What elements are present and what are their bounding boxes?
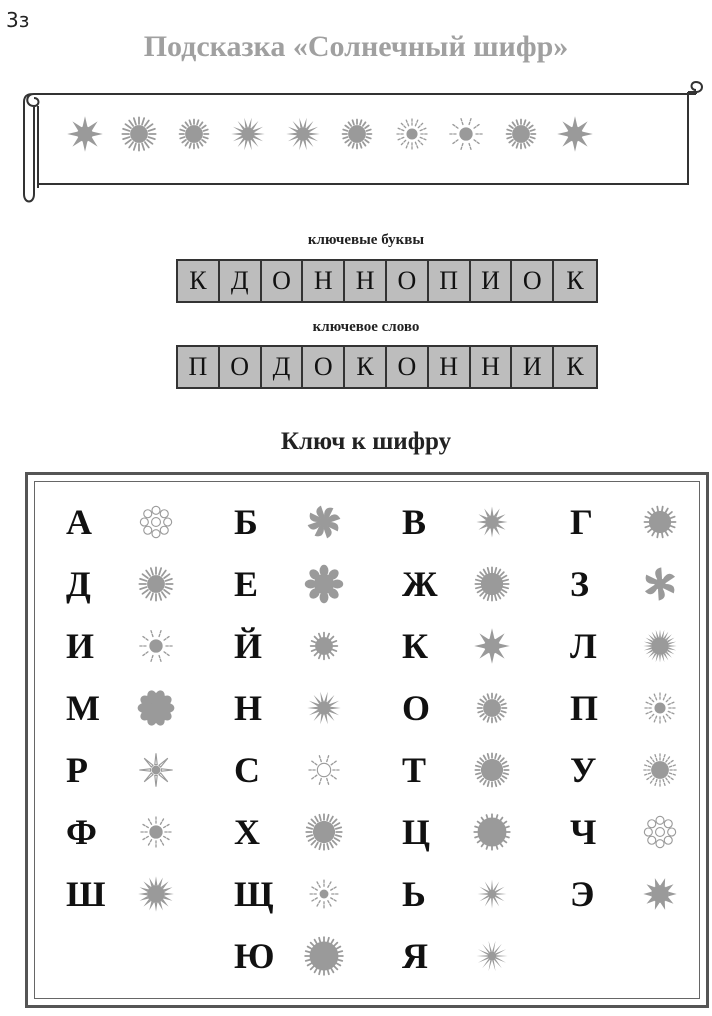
encrypted-sun (62, 112, 107, 156)
encrypted-sun (444, 112, 489, 156)
key-word-cell: К (345, 347, 387, 387)
key-letter-cell: И (471, 261, 513, 301)
key-letter-cell: Н (303, 261, 345, 301)
encrypted-sun (171, 112, 216, 156)
cipher-key-letter: А (66, 502, 92, 542)
cipher-key-letter: Р (66, 750, 88, 790)
cipher-key-letter: И (66, 626, 95, 666)
key-word-cell: К (566, 352, 584, 381)
encrypted-message (62, 112, 632, 156)
key-letter-cell: П (429, 261, 471, 301)
cipher-key-letter: Ц (402, 812, 431, 852)
key-letters-row (176, 259, 598, 303)
sun-d-icon (119, 114, 159, 154)
cipher-key-letter: Н (234, 688, 263, 728)
key-letter-cell: Н (345, 261, 387, 301)
sun-k-icon (555, 114, 595, 154)
key-word-cell: О (303, 347, 345, 387)
cipher-key-frame (25, 472, 709, 1008)
sun-o-icon (501, 114, 541, 154)
cipher-key-title: Ключ к шифру (280, 428, 452, 455)
key-letter-cell: Д (220, 261, 262, 301)
cipher-key-letter: Ь (402, 874, 426, 914)
cipher-key-letter: Д (66, 564, 91, 604)
encrypted-sun (280, 112, 325, 156)
cipher-key-letter: Ф (66, 812, 97, 852)
key-letter-cell: К (178, 261, 220, 301)
key-word-row (176, 345, 598, 389)
key-word-cell: И (512, 347, 554, 387)
sun-n-icon (228, 114, 268, 154)
key-letter-cell: О (262, 261, 304, 301)
cipher-key-letter: Б (234, 502, 258, 542)
key-word-cell: Д (262, 347, 304, 387)
cipher-key-letter: Я (402, 936, 428, 976)
key-letter-cell: О (512, 261, 554, 301)
sun-o-icon (337, 114, 377, 154)
hint-title: Подсказка «Солнечный шифр» (143, 30, 569, 63)
key-word-cell: П (178, 347, 220, 387)
cipher-key-letter: Ш (66, 874, 106, 914)
cipher-key-letter: Т (402, 750, 427, 790)
cipher-key-letter: Щ (234, 874, 274, 914)
cipher-key-letter: М (66, 688, 100, 728)
cipher-key-letter: Г (570, 502, 593, 542)
sun-k-icon (65, 114, 105, 154)
cipher-key-letter: Э (570, 874, 595, 914)
cipher-key-letter: Х (234, 812, 260, 852)
encrypted-sun (389, 112, 434, 156)
sun-o-icon (174, 114, 214, 154)
cipher-key-letter: Ч (570, 812, 597, 852)
key-word-cell: О (220, 347, 262, 387)
cipher-key-letter: К (402, 626, 429, 666)
key-letters-label: ключевые буквы (307, 232, 425, 248)
key-letter-cell: О (387, 261, 429, 301)
encrypted-sun (335, 112, 380, 156)
sun-p-icon (392, 114, 432, 154)
cipher-key-letter: П (570, 688, 599, 728)
cipher-key-inner-border (34, 481, 700, 999)
encrypted-sun (117, 112, 162, 156)
sun-n-icon (283, 114, 323, 154)
sun-i-icon (446, 114, 486, 154)
key-word-label: ключевое слово (312, 319, 420, 335)
cipher-key-letter: В (402, 502, 427, 542)
cipher-key-letter: О (402, 688, 431, 728)
page-number: 3з (6, 8, 30, 32)
cipher-key-letter: З (570, 564, 590, 604)
key-word-cell: Н (471, 347, 513, 387)
cipher-key-letter: Л (570, 626, 597, 666)
key-word-cell: Н (429, 347, 471, 387)
encrypted-sun (553, 112, 598, 156)
cipher-key-letter: Е (234, 564, 259, 604)
cipher-key-letter: Ю (234, 936, 275, 976)
cipher-key-letter: Ж (402, 564, 438, 604)
key-word-cell: О (387, 347, 429, 387)
cipher-key-letter: С (234, 750, 260, 790)
cipher-key-letter: Й (234, 626, 263, 666)
cipher-key-letter: У (570, 750, 597, 790)
encrypted-sun (498, 112, 543, 156)
encrypted-sun (226, 112, 271, 156)
key-letter-cell: К (566, 266, 584, 295)
